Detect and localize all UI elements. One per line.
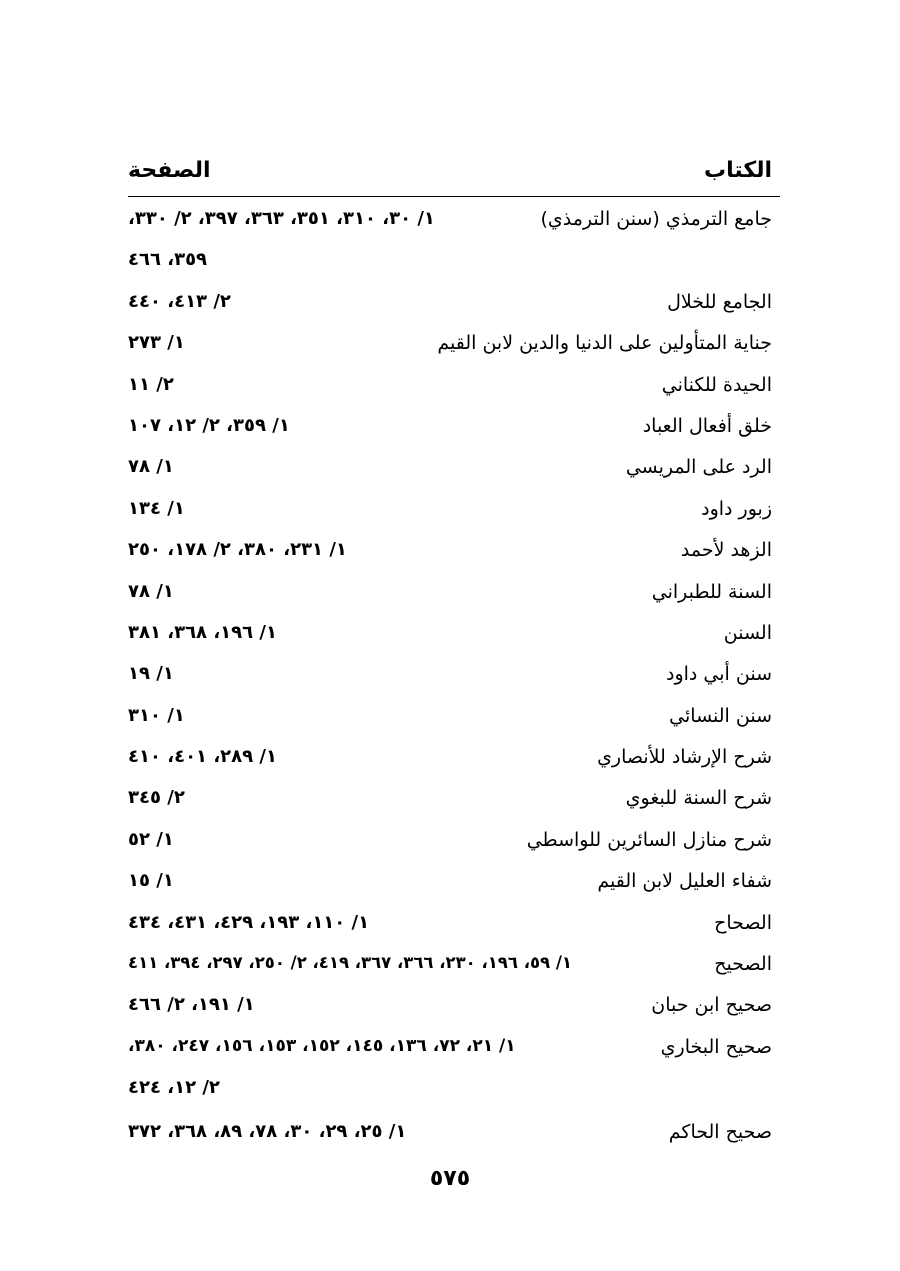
entry-refs: ٢/ ٣٤٥ — [128, 787, 185, 809]
index-entry — [128, 1028, 772, 1069]
index-entry — [128, 283, 772, 324]
index-entry — [128, 490, 772, 531]
entry-refs: ١/ ٧٨ — [128, 580, 174, 602]
entry-title: الصحاح — [714, 911, 772, 934]
entry-title: جناية المتأولين على الدنيا والدين لابن القيم — [437, 332, 772, 355]
index-entry — [128, 366, 772, 407]
entry-title: السنن — [723, 621, 772, 644]
entry-title: سنن أبي داود — [666, 663, 772, 686]
index-entry — [128, 200, 772, 241]
index-entry-continuation — [128, 1069, 772, 1110]
entry-refs: ١/ ١٥ — [128, 870, 174, 892]
entry-refs: ١/ ٥٢ — [128, 828, 174, 850]
index-entry — [128, 1113, 772, 1154]
table-header — [128, 150, 780, 194]
index-entry — [128, 945, 772, 986]
entry-title: صحيح ابن حبان — [651, 994, 772, 1017]
entry-title: شرح السنة للبغوي — [625, 787, 772, 810]
index-entry — [128, 904, 772, 945]
entry-title: خلق أفعال العباد — [642, 414, 772, 437]
entry-refs: ١/ ٥٩، ١٩٦، ٢٣٠، ٣٦٦، ٣٦٧، ٤١٩، ٢/ ٢٥٠، ٢٩٧، ٣٩٤، ٤١١ — [128, 953, 572, 973]
index-entry — [128, 324, 772, 365]
entry-refs: ٢/ ٤١٣، ٤٤٠ — [128, 290, 231, 312]
entry-refs: ١/ ٢٣١، ٣٨٠، ٢/ ١٧٨، ٢٥٠ — [128, 539, 347, 561]
entry-title: سنن النسائي — [669, 704, 772, 727]
index-entry — [128, 862, 772, 903]
page-number: ٥٧٥ — [429, 1166, 471, 1191]
index-entry — [128, 655, 772, 696]
entry-refs: ١/ ٣٠، ٣١٠، ٣٥١، ٣٦٣، ٣٩٧، ٢/ ٣٣٠، — [128, 208, 435, 229]
index-entry — [128, 738, 772, 779]
entry-refs: ١/ ١٩١، ٢/ ٤٦٦ — [128, 994, 255, 1016]
entry-refs: ١/ ١٩ — [128, 663, 174, 685]
entry-title: زبور داود — [701, 497, 772, 520]
header-rule — [128, 196, 780, 197]
entry-title: الرد على المريسي — [625, 456, 772, 479]
entry-title: صحيح البخاري — [660, 1035, 772, 1058]
entry-title: الزهد لأحمد — [680, 539, 772, 562]
index-entry — [128, 614, 772, 655]
index-entry — [128, 573, 772, 614]
index-entries — [128, 200, 772, 1154]
book-column-header: الكتاب — [704, 158, 772, 183]
index-entry-continuation — [128, 241, 772, 282]
entry-refs: ١/ ٣١٠ — [128, 704, 185, 726]
entry-refs: ١/ ١٩٦، ٣٦٨، ٣٨١ — [128, 621, 277, 643]
entry-title: شرح منازل السائرين للواسطي — [526, 828, 772, 851]
index-entry — [128, 697, 772, 738]
entry-title: السنة للطبراني — [651, 580, 772, 603]
entry-title: الحيدة للكناني — [661, 373, 772, 396]
entry-refs: ١/ ٢٥، ٢٩، ٣٠، ٧٨، ٨٩، ٣٦٨، ٣٧٢ — [128, 1120, 407, 1142]
entry-title: صحيح الحاكم — [668, 1120, 772, 1143]
entry-title: الجامع للخلال — [667, 290, 772, 313]
entry-refs: ١/ ٢٨٩، ٤٠١، ٤١٠ — [128, 746, 277, 768]
index-entry — [128, 407, 772, 448]
entry-refs-continued: ٢/ ١٢، ٤٢٤ — [128, 1077, 220, 1099]
entry-refs: ١/ ٢١، ٧٢، ١٣٦، ١٤٥، ١٥٢، ١٥٣، ١٥٦، ٢٤٧، ٣٨٠، — [128, 1035, 516, 1056]
entry-refs: ١/ ٧٨ — [128, 456, 174, 478]
index-entry — [128, 986, 772, 1027]
index-entry — [128, 531, 772, 572]
entry-refs: ٢/ ١١ — [128, 373, 174, 395]
entry-refs: ١/ ٢٧٣ — [128, 332, 185, 354]
entry-refs: ١/ ٣٥٩، ٢/ ١٢، ١٠٧ — [128, 414, 290, 436]
index-entry — [128, 821, 772, 862]
entry-title: شرح الإرشاد للأنصاري — [597, 746, 772, 769]
entry-refs: ١/ ١١٠، ١٩٣، ٤٢٩، ٤٣١، ٤٣٤ — [128, 911, 370, 933]
index-entry — [128, 779, 772, 820]
entry-refs: ١/ ١٣٤ — [128, 497, 185, 519]
entry-title: جامع الترمذي (سنن الترمذي) — [540, 208, 772, 230]
entry-title: شفاء العليل لابن القيم — [597, 870, 772, 893]
entry-title: الصحيح — [714, 953, 772, 976]
index-entry — [128, 448, 772, 489]
page-column-header: الصفحة — [128, 158, 211, 183]
entry-refs-continued: ٣٥٩، ٤٦٦ — [128, 249, 208, 271]
